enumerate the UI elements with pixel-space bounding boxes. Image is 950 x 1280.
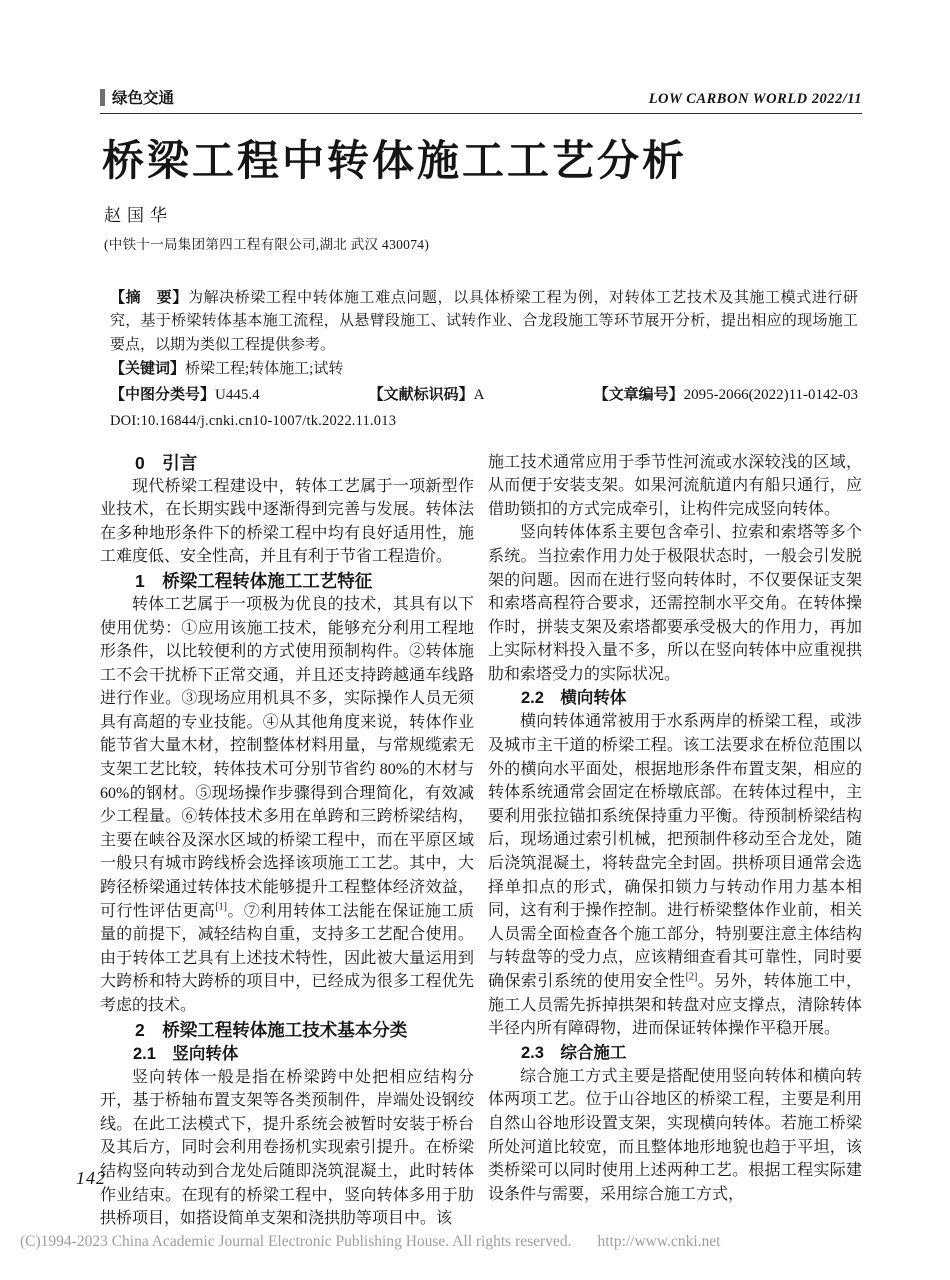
author-affiliation: (中铁十一局集团第四工程有限公司,湖北 武汉 430074) (104, 236, 430, 252)
cnki-url: http://www.cnki.net (597, 1233, 721, 1250)
article-meta (100, 286, 862, 434)
heading-section-2-1: 2.1 竖向转体 (133, 1044, 239, 1063)
running-head (100, 86, 862, 114)
paragraph-vertical-system: 竖向转体体系主要包含牵引、拉索和索塔等多个系统。当拉索作用力处于极限状态时，一般会引发脱架的问题。因而在进行竖向转体时，不仅要保证支架和索塔高程符合要求，还需控制水平交角。在转体操作时，拼装支架及索塔都要承受极大的作用力，再加上实际材料投入量不多，所以在竖向转体中应重视拱肋和索塔受力的实际状况。 (488, 524, 862, 683)
keywords (110, 357, 858, 382)
reference-marker-1: [1] (215, 901, 227, 913)
page-number: 142 (76, 1168, 106, 1188)
heading-section-2-3: 2.3 综合施工 (521, 1043, 627, 1062)
article-body (100, 451, 862, 1231)
journal-name: LOW CARBON WORLD 2022/11 (648, 91, 862, 107)
section-label-wrap (100, 86, 174, 108)
abstract (110, 286, 858, 358)
document-code: 【文献标识码】A (368, 385, 485, 403)
copyright-text: (C)1994-2023 China Academic Journal Electronic Publishing House. All rights reserved. (20, 1233, 572, 1250)
paragraph-vertical-swivel: 竖向转体一般是指在桥梁跨中处把相应结构分开，基于桥轴布置支架等各类预制件，岸端处设钢绞线。在此工法模式下，提升系统会被暂时安装于桥台及其后方，同时会利用卷扬机实现索引提升。在桥梁结构竖向转动到合龙处后随即浇筑混凝土，此时转体作业结束。在现有的桥梁工程中，竖向转体多用于肋拱桥项目，如搭设简单支架和浇拱肋等项目中。该 (100, 1068, 474, 1228)
paragraph-combined-construction: 综合施工方式主要是搭配使用竖向转体和横向转体两项工艺。位于山谷地区的桥梁工程，主要是利用自然山谷地形设置支架，实现横向转体。若施工桥梁所处河道比较宽，而且整体地形地貌也趋于平坦，该类桥梁可以同时使用上述两种工艺。根据工程实际建设条件与需要，采用综合施工方式， (488, 1067, 862, 1203)
doi: DOI:10.16844/j.cnki.cn10-1007/tk.2022.11.013 (110, 413, 397, 430)
article-id: 【文章编号】2095-2066(2022)11-0142-03 (593, 385, 858, 403)
keywords-text: 桥梁工程;转体施工;试转 (185, 361, 344, 378)
copyright-footer (20, 1233, 930, 1251)
right-column (488, 451, 862, 1231)
paragraph-advantages: 转体工艺属于一项极为优良的技术，其具有以下使用优势：①应用该施工技术，能够充分利用工程地形条件，以比较便利的方式使用预制构件。②转体施工不会干扰桥下正常交通，并且还支持跨越通车线路进行作业。③现场应用机具不多，实际操作人员无须具有高超的专业技能。④从其他角度来说，转体作业能节省大量木材，控制整体材料用量，与常规缆索无支架工艺比较，转体技术可分别节省约 80%的木材与 60%的钢材。⑤现场操作步骤得到合理简化，有效减少工程量。⑥转体技术多用在单跨和三跨桥梁结构，主要在峡谷及深水区域的桥梁工程中，而在平原区域一般只有城市跨线桥会选择该项施工工艺。其中，大跨径桥梁通过转体技术能够提升工程整体经济效益，可行性评估更高[1]。⑦利用转体工法能在保证施工质量的前提下，减轻结构自重，支持多工艺配合使用。由于转体工艺具有上述技术特性，因此被大量运用到大跨桥和特大跨桥的项目中，已经成为很多工程优先考虑的技术。 (100, 595, 474, 1015)
paragraph-horizontal-swivel: 横向转体通常被用于水系两岸的桥梁工程，或涉及城市主干道的桥梁工程。该工法要求在桥位范围以外的横向水平面处，根据地形条件布置支架，相应的转体系统通常会固定在桥墩底部。在转体过程中，主要利用张拉锚扣系统保持重力平衡。待预制桥梁结构后，现场通过索引机械，把预制件移动至合龙处，随后浇筑混凝土，将转盘完全封固。拱桥项目通常会选择单扣点的形式，确保扣锁力与转动作用力基本相同，这有利于操作控制。进行桥梁整体作业前，相关人员需全面检查各个施工部分，特别要注意主体结构与转盘等的受力点，应该精细查看其可靠性，同时要确保索引系统的使用安全性[2]。另外，转体施工中，施工人员需先拆掉拱架和转盘对应支撑点，清除转体半径内所有障碍物，进而保证转体操作平稳开展。 (488, 713, 862, 1038)
section-ribbon-bar (100, 89, 105, 106)
heading-section-1: 1 桥梁工程转体施工工艺特征 (135, 570, 373, 591)
paragraph-introduction: 现代桥梁工程建设中，转体工艺属于一项新型作业技术，在长期实践中逐渐得到完善与发展。转体法在多种地形条件下的桥梁工程中均有良好适用性，施工难度低、安全性高，并且有利于节省工程造价。 (100, 477, 474, 566)
heading-section-2: 2 桥梁工程转体施工技术基本分类 (135, 1019, 408, 1040)
author-name: 赵国华 (104, 205, 173, 225)
section-label: 绿色交通 (112, 90, 175, 107)
reference-marker-2: [2] (685, 971, 698, 983)
paragraph-vertical-swivel-cont: 施工技术通常应用于季节性河流或水深较浅的区域，从而便于安装支架。如果河流航道内有船只通行，应借助锁扣的方式完成牵引，让构件完成竖向转体。 (488, 453, 862, 518)
abstract-label: 【摘 要】 (110, 288, 188, 306)
catalog-row (110, 383, 858, 408)
clc-number: 【中图分类号】U445.4 (110, 385, 260, 403)
abstract-text: 为解决桥梁工程中转体施工难点问题，以具体桥梁工程为例，对转体工艺技术及其施工模式进行研究，基于桥梁转体基本施工流程，从悬臂段施工、试转作业、合龙段施工等环节展开分析，提出相应的现场施工要点，以期为类似工程提供参考。 (110, 289, 858, 353)
heading-section-2-2: 2.2 横向转体 (521, 689, 627, 708)
article-title: 桥梁工程中转体施工工艺分析 (102, 137, 688, 184)
heading-introduction: 0 引言 (135, 452, 198, 473)
keywords-label: 【关键词】 (110, 360, 186, 378)
left-column (100, 451, 474, 1231)
